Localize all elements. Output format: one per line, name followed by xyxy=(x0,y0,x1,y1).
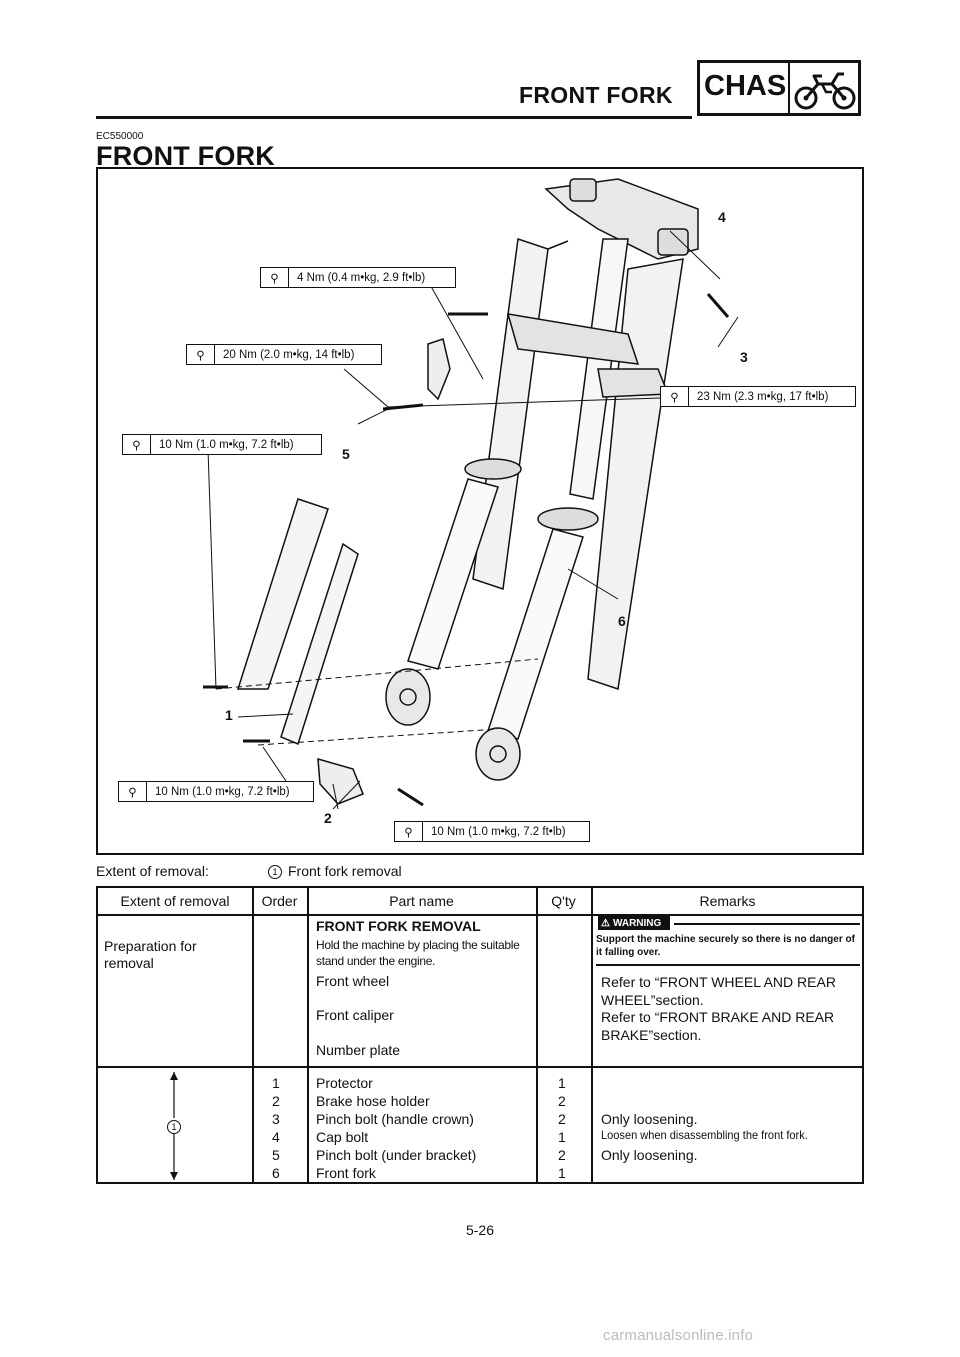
wrench-icon: ⚲ xyxy=(119,782,147,801)
torque-spec xyxy=(118,781,314,802)
removal-table xyxy=(96,886,864,1184)
order-number: 6 xyxy=(272,1165,280,1181)
qty-value: 1 xyxy=(558,1165,566,1181)
torque-spec xyxy=(186,344,382,365)
torque-spec xyxy=(394,821,590,842)
part-name: Pinch bolt (handle crown) xyxy=(316,1111,474,1127)
extent-value xyxy=(268,863,402,879)
watermark: carmanualsonline.info xyxy=(603,1327,754,1344)
warning-rule xyxy=(674,923,860,925)
order-number: 1 xyxy=(272,1075,280,1091)
part-name: Brake hose holder xyxy=(316,1093,430,1109)
part-name: Front caliper xyxy=(316,1007,394,1023)
extent-label: Extent of removal: xyxy=(96,863,209,879)
extent-cell: Preparation for removal xyxy=(104,938,197,971)
wrench-icon: ⚲ xyxy=(661,387,689,406)
remark xyxy=(601,1092,863,1110)
torque-value: 10 Nm (1.0 m•kg, 7.2 ft•lb) xyxy=(159,438,294,451)
warning-text: Support the machine securely so there is no danger of it falling over. xyxy=(596,934,855,958)
procedure-note: Hold the machine by placing the suitable stand under the engine. xyxy=(316,938,520,968)
order-column xyxy=(272,1074,280,1182)
remark: Only loosening. xyxy=(601,1111,698,1127)
warning-icon: ⚠ xyxy=(601,917,610,929)
callout-number: 5 xyxy=(342,446,350,462)
remark xyxy=(601,1164,863,1182)
order-number: 3 xyxy=(272,1111,280,1127)
warning-badge xyxy=(598,916,670,930)
part-name: Pinch bolt (under bracket) xyxy=(316,1147,477,1163)
wrench-icon: ⚲ xyxy=(187,345,215,364)
page-title: FRONT FORK xyxy=(96,141,275,171)
callout-number: 3 xyxy=(740,349,748,365)
torque-spec xyxy=(660,386,856,407)
remark: Loosen when disassembling the front fork. xyxy=(601,1128,808,1142)
part-name: Number plate xyxy=(316,1042,401,1058)
remarks-column xyxy=(601,1074,863,1182)
callout-number: 2 xyxy=(324,810,332,826)
qty-value: 2 xyxy=(558,1111,566,1127)
torque-value: 20 Nm (2.0 m•kg, 14 ft•lb) xyxy=(223,348,355,361)
exploded-diagram xyxy=(96,167,864,855)
col-header: Extent of removal xyxy=(120,893,230,909)
col-header: Order xyxy=(261,893,298,909)
col-divider xyxy=(591,888,593,1182)
wrench-icon: ⚲ xyxy=(123,435,151,454)
col-header: Part name xyxy=(389,893,454,909)
section-title: FRONT FORK xyxy=(519,82,673,108)
col-divider xyxy=(536,888,538,1182)
row-divider xyxy=(98,1066,862,1068)
qty-value: 1 xyxy=(558,1129,566,1145)
part-name: Protector xyxy=(316,1075,373,1091)
torque-value: 10 Nm (1.0 m•kg, 7.2 ft•lb) xyxy=(155,785,290,798)
wrench-icon: ⚲ xyxy=(261,268,289,287)
callout-number: 1 xyxy=(225,707,233,723)
torque-spec xyxy=(260,267,456,288)
chas-divider xyxy=(788,60,790,116)
torque-spec xyxy=(122,434,322,455)
procedure-heading: FRONT FORK REMOVAL xyxy=(316,918,481,934)
col-divider xyxy=(307,888,309,1182)
remark xyxy=(601,1074,863,1092)
warning-label: WARNING xyxy=(612,917,662,929)
section-code: EC550000 xyxy=(96,131,144,142)
torque-value: 4 Nm (0.4 m•kg, 2.9 ft•lb) xyxy=(297,271,426,284)
warning-rule xyxy=(596,964,860,966)
circled-number: 1 xyxy=(268,865,282,879)
callout-number: 4 xyxy=(718,209,726,225)
part-column xyxy=(316,1074,476,1182)
col-divider xyxy=(252,888,254,1182)
col-header: Q'ty xyxy=(551,893,576,909)
qty-value: 1 xyxy=(558,1075,566,1091)
callout-number: 6 xyxy=(618,613,626,629)
remark-cell: Refer to “FRONT BRAKE AND REAR BRAKE”section. xyxy=(601,1009,835,1043)
qty-value: 2 xyxy=(558,1093,566,1109)
col-header: Remarks xyxy=(699,893,756,909)
header-rule xyxy=(96,116,692,119)
row-divider xyxy=(98,914,862,916)
order-number: 5 xyxy=(272,1147,280,1163)
front-fork-illustration xyxy=(98,169,862,853)
page-number: 5-26 xyxy=(465,1222,495,1238)
part-name: Front wheel xyxy=(316,973,390,989)
extent-text: Front fork removal xyxy=(288,863,402,879)
chas-label: CHAS xyxy=(704,70,787,102)
remark: Only loosening. xyxy=(601,1147,698,1163)
remark-cell: Refer to “FRONT WHEEL AND REAR WHEEL”section. xyxy=(601,974,836,1008)
torque-value: 23 Nm (2.3 m•kg, 17 ft•lb) xyxy=(697,390,829,403)
qty-column xyxy=(558,1074,566,1182)
order-number: 2 xyxy=(272,1093,280,1109)
motorcycle-icon xyxy=(792,66,858,112)
torque-value: 10 Nm (1.0 m•kg, 7.2 ft•lb) xyxy=(431,825,566,838)
wrench-icon: ⚲ xyxy=(395,822,423,841)
part-name: Cap bolt xyxy=(316,1129,369,1145)
circled-number: 1 xyxy=(167,1120,181,1134)
order-number: 4 xyxy=(272,1129,280,1145)
part-name: Front fork xyxy=(316,1165,376,1181)
qty-value: 2 xyxy=(558,1147,566,1163)
